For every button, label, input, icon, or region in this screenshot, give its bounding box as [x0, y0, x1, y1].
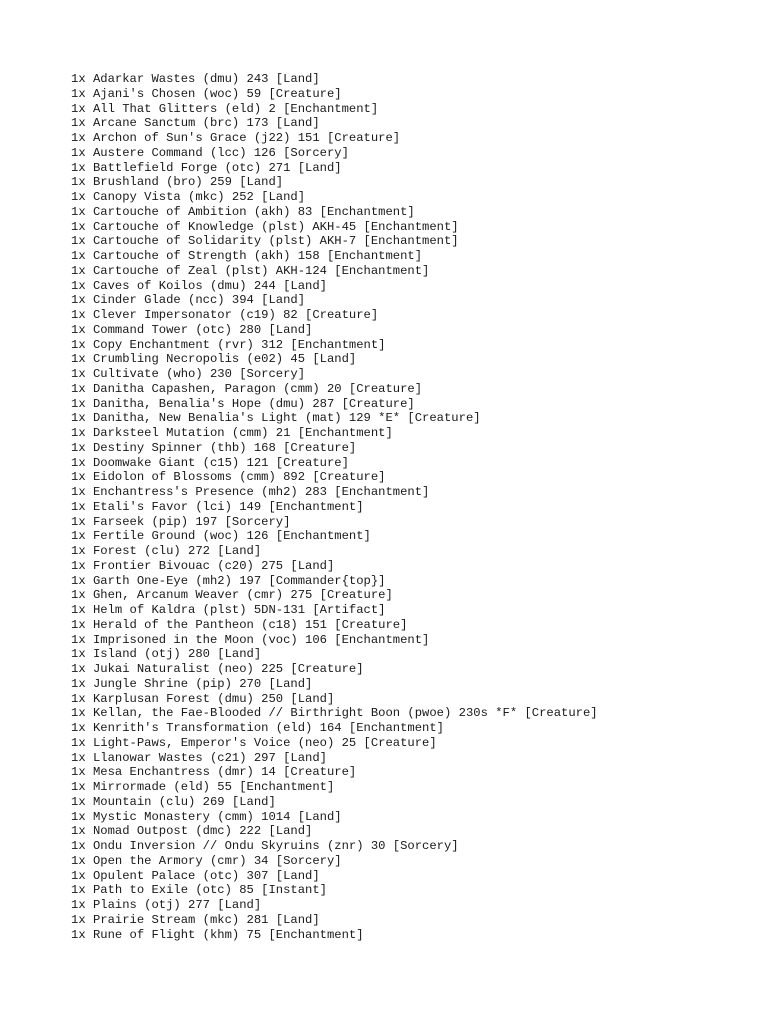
card-line: 1x Danitha, Benalia's Hope (dmu) 287 [Creature]: [71, 396, 415, 411]
card-line: 1x Nomad Outpost (dmc) 222 [Land]: [71, 824, 313, 839]
card-line: 1x Rune of Flight (khm) 75 [Enchantment]: [71, 927, 364, 942]
card-line: 1x Kellan, the Fae-Blooded // Birthright Boon (pwoe) 230s *F* [Creature]: [71, 706, 598, 721]
card-line: 1x Fertile Ground (woc) 126 [Enchantment]: [71, 529, 371, 544]
card-line: 1x Darksteel Mutation (cmm) 21 [Enchantment]: [71, 426, 393, 440]
card-line: 1x Jukai Naturalist (neo) 225 [Creature]: [71, 662, 364, 676]
card-line: 1x Brushland (bro) 259 [Land]: [71, 175, 284, 190]
card-line: 1x Canopy Vista (mkc) 252 [Land]: [71, 190, 306, 204]
card-line: 1x Cartouche of Solidarity (plst) AKH-7 [Enchantment]: [71, 234, 459, 249]
card-line: 1x Jungle Shrine (pip) 270 [Land]: [71, 676, 313, 691]
card-line: 1x Opulent Palace (otc) 307 [Land]: [71, 868, 320, 883]
card-list: [71, 72, 598, 942]
card-line: 1x Mystic Monastery (cmm) 1014 [Land]: [71, 809, 342, 824]
card-line: 1x Cartouche of Knowledge (plst) AKH-45 [Enchantment]: [71, 219, 459, 234]
card-line: 1x Ghen, Arcanum Weaver (cmr) 275 [Creature]: [71, 588, 393, 603]
card-line: 1x Destiny Spinner (thb) 168 [Creature]: [71, 440, 357, 455]
card-line: 1x Battlefield Forge (otc) 271 [Land]: [71, 160, 342, 175]
card-line: 1x Danitha Capashen, Paragon (cmm) 20 [Creature]: [71, 381, 423, 396]
card-line: 1x Crumbling Necropolis (e02) 45 [Land]: [71, 352, 357, 367]
card-line: 1x Garth One-Eye (mh2) 197 [Commander{top}]: [71, 573, 386, 588]
card-line: 1x Forest (clu) 272 [Land]: [71, 544, 262, 558]
card-line: 1x Cinder Glade (ncc) 394 [Land]: [71, 293, 306, 308]
card-line: 1x Caves of Koilos (dmu) 244 [Land]: [71, 278, 327, 293]
card-line: 1x Helm of Kaldra (plst) 5DN-131 [Artifact]: [71, 603, 386, 617]
card-line: 1x Open the Armory (cmr) 34 [Sorcery]: [71, 853, 342, 868]
card-line: 1x Eidolon of Blossoms (cmm) 892 [Creature]: [71, 470, 386, 485]
card-line: 1x Kenrith's Transformation (eld) 164 [Enchantment]: [71, 721, 444, 735]
card-line: 1x Cartouche of Strength (akh) 158 [Enchantment]: [71, 249, 423, 263]
card-line: 1x Farseek (pip) 197 [Sorcery]: [71, 514, 291, 529]
card-line: 1x Path to Exile (otc) 85 [Instant]: [71, 883, 327, 898]
card-line: 1x Cartouche of Zeal (plst) AKH-124 [Enchantment]: [71, 263, 430, 278]
card-line: 1x Clever Impersonator (c19) 82 [Creature]: [71, 308, 379, 322]
card-line: 1x All That Glitters (eld) 2 [Enchantment]: [71, 101, 379, 116]
card-line: 1x Archon of Sun's Grace (j22) 151 [Creature]: [71, 131, 401, 145]
card-line: 1x Ondu Inversion // Ondu Skyruins (znr) 30 [Sorcery]: [71, 839, 459, 853]
card-line: 1x Ajani's Chosen (woc) 59 [Creature]: [71, 86, 342, 101]
card-line: 1x Karplusan Forest (dmu) 250 [Land]: [71, 691, 335, 706]
card-line: 1x Danitha, New Benalia's Light (mat) 129 *E* [Creature]: [71, 411, 481, 426]
card-line: 1x Plains (otj) 277 [Land]: [71, 898, 262, 912]
card-line: 1x Llanowar Wastes (c21) 297 [Land]: [71, 750, 327, 765]
card-line: 1x Adarkar Wastes (dmu) 243 [Land]: [71, 72, 320, 86]
card-line: 1x Light-Paws, Emperor's Voice (neo) 25 [Creature]: [71, 735, 437, 750]
card-line: 1x Copy Enchantment (rvr) 312 [Enchantment]: [71, 337, 386, 352]
card-line: 1x Doomwake Giant (c15) 121 [Creature]: [71, 455, 349, 470]
card-line: 1x Mesa Enchantress (dmr) 14 [Creature]: [71, 765, 357, 780]
card-line: 1x Austere Command (lcc) 126 [Sorcery]: [71, 145, 349, 160]
card-line: 1x Etali's Favor (lci) 149 [Enchantment]: [71, 499, 364, 514]
card-line: 1x Herald of the Pantheon (c18) 151 [Creature]: [71, 617, 408, 632]
card-line: 1x Command Tower (otc) 280 [Land]: [71, 322, 313, 337]
card-line: 1x Enchantress's Presence (mh2) 283 [Enchantment]: [71, 485, 430, 499]
card-line: 1x Mountain (clu) 269 [Land]: [71, 794, 276, 809]
card-line: 1x Prairie Stream (mkc) 281 [Land]: [71, 912, 320, 927]
card-line: 1x Imprisoned in the Moon (voc) 106 [Enchantment]: [71, 632, 430, 647]
card-line: 1x Frontier Bivouac (c20) 275 [Land]: [71, 558, 335, 573]
card-line: 1x Cartouche of Ambition (akh) 83 [Enchantment]: [71, 204, 415, 219]
card-line: 1x Arcane Sanctum (brc) 173 [Land]: [71, 116, 320, 131]
card-line: 1x Cultivate (who) 230 [Sorcery]: [71, 367, 306, 381]
card-line: 1x Island (otj) 280 [Land]: [71, 647, 262, 662]
card-line: 1x Mirrormade (eld) 55 [Enchantment]: [71, 780, 335, 794]
